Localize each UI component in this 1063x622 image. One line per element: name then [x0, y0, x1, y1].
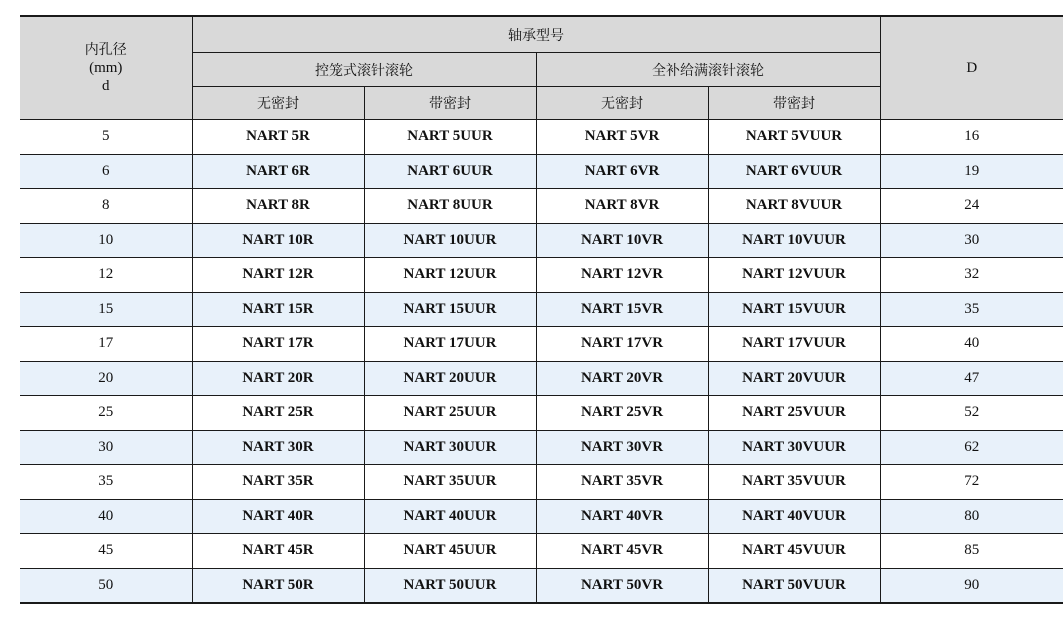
cell-full-sealed: NART 35VUUR	[708, 465, 880, 500]
cell-caged-sealed: NART 12UUR	[364, 258, 536, 293]
cell-full-sealed: NART 25VUUR	[708, 396, 880, 431]
cell-full-unsealed: NART 8VR	[536, 189, 708, 224]
cell-bore: 40	[20, 499, 192, 534]
table-row	[20, 223, 1063, 258]
cell-outer-diameter: 32	[880, 258, 1063, 293]
cell-full-unsealed: NART 10VR	[536, 223, 708, 258]
cell-bore: 12	[20, 258, 192, 293]
cell-full-sealed: NART 15VUUR	[708, 292, 880, 327]
cell-caged-sealed: NART 30UUR	[364, 430, 536, 465]
cell-caged-unsealed: NART 50R	[192, 568, 364, 603]
cell-bore: 10	[20, 223, 192, 258]
cell-bore: 25	[20, 396, 192, 431]
cell-outer-diameter: 85	[880, 534, 1063, 569]
cell-caged-sealed: NART 50UUR	[364, 568, 536, 603]
cell-outer-diameter: 47	[880, 361, 1063, 396]
cell-bore: 6	[20, 154, 192, 189]
cell-caged-sealed: NART 10UUR	[364, 223, 536, 258]
cell-full-unsealed: NART 30VR	[536, 430, 708, 465]
cell-full-unsealed: NART 15VR	[536, 292, 708, 327]
table-row	[20, 568, 1063, 603]
header-bore-label: 内孔径	[84, 42, 127, 58]
table-header	[20, 16, 1063, 120]
cell-caged-sealed: NART 25UUR	[364, 396, 536, 431]
cell-caged-sealed: NART 15UUR	[364, 292, 536, 327]
header-caged-sealed: 带密封	[364, 87, 536, 120]
cell-caged-unsealed: NART 12R	[192, 258, 364, 293]
table-row	[20, 292, 1063, 327]
cell-caged-unsealed: NART 25R	[192, 396, 364, 431]
cell-outer-diameter: 30	[880, 223, 1063, 258]
cell-caged-sealed: NART 20UUR	[364, 361, 536, 396]
cell-outer-diameter: 72	[880, 465, 1063, 500]
cell-outer-diameter: 90	[880, 568, 1063, 603]
cell-bore: 17	[20, 327, 192, 362]
cell-caged-unsealed: NART 45R	[192, 534, 364, 569]
bearing-table	[20, 15, 1063, 604]
cell-caged-unsealed: NART 10R	[192, 223, 364, 258]
cell-outer-diameter: 24	[880, 189, 1063, 224]
cell-outer-diameter: 19	[880, 154, 1063, 189]
cell-bore: 15	[20, 292, 192, 327]
cell-full-sealed: NART 8VUUR	[708, 189, 880, 224]
table-row	[20, 430, 1063, 465]
cell-full-sealed: NART 12VUUR	[708, 258, 880, 293]
table-row	[20, 327, 1063, 362]
table-row	[20, 361, 1063, 396]
cell-caged-unsealed: NART 5R	[192, 120, 364, 155]
cell-outer-diameter: 52	[880, 396, 1063, 431]
header-bore-unit: (mm)	[89, 60, 123, 76]
cell-full-sealed: NART 50VUUR	[708, 568, 880, 603]
cell-full-unsealed: NART 35VR	[536, 465, 708, 500]
header-subgroup-full-complement: 全补给满滚针滚轮	[536, 53, 880, 87]
cell-caged-unsealed: NART 20R	[192, 361, 364, 396]
header-subgroup-caged: 控笼式滚针滚轮	[192, 53, 536, 87]
cell-caged-sealed: NART 40UUR	[364, 499, 536, 534]
cell-bore: 35	[20, 465, 192, 500]
table-row	[20, 258, 1063, 293]
cell-outer-diameter: 80	[880, 499, 1063, 534]
cell-caged-sealed: NART 35UUR	[364, 465, 536, 500]
cell-full-sealed: NART 6VUUR	[708, 154, 880, 189]
cell-full-unsealed: NART 17VR	[536, 327, 708, 362]
header-full-unsealed: 无密封	[536, 87, 708, 120]
table-body	[20, 120, 1063, 604]
cell-caged-sealed: NART 5UUR	[364, 120, 536, 155]
cell-full-unsealed: NART 6VR	[536, 154, 708, 189]
cell-caged-unsealed: NART 6R	[192, 154, 364, 189]
cell-bore: 20	[20, 361, 192, 396]
cell-full-sealed: NART 20VUUR	[708, 361, 880, 396]
cell-outer-diameter: 40	[880, 327, 1063, 362]
cell-bore: 50	[20, 568, 192, 603]
cell-caged-unsealed: NART 8R	[192, 189, 364, 224]
cell-outer-diameter: 35	[880, 292, 1063, 327]
cell-caged-sealed: NART 45UUR	[364, 534, 536, 569]
header-full-sealed: 带密封	[708, 87, 880, 120]
table-row	[20, 396, 1063, 431]
table-row	[20, 534, 1063, 569]
cell-full-unsealed: NART 25VR	[536, 396, 708, 431]
cell-caged-unsealed: NART 35R	[192, 465, 364, 500]
cell-caged-unsealed: NART 30R	[192, 430, 364, 465]
cell-full-sealed: NART 10VUUR	[708, 223, 880, 258]
cell-full-sealed: NART 30VUUR	[708, 430, 880, 465]
cell-full-unsealed: NART 20VR	[536, 361, 708, 396]
cell-full-unsealed: NART 40VR	[536, 499, 708, 534]
cell-full-sealed: NART 40VUUR	[708, 499, 880, 534]
cell-caged-unsealed: NART 17R	[192, 327, 364, 362]
bearing-table-container	[20, 15, 1063, 604]
table-row	[20, 120, 1063, 155]
table-row	[20, 499, 1063, 534]
cell-full-sealed: NART 5VUUR	[708, 120, 880, 155]
cell-caged-unsealed: NART 15R	[192, 292, 364, 327]
header-caged-unsealed: 无密封	[192, 87, 364, 120]
header-group-title: 轴承型号	[192, 16, 880, 53]
cell-caged-unsealed: NART 40R	[192, 499, 364, 534]
cell-full-sealed: NART 45VUUR	[708, 534, 880, 569]
cell-caged-sealed: NART 6UUR	[364, 154, 536, 189]
cell-full-unsealed: NART 5VR	[536, 120, 708, 155]
cell-bore: 8	[20, 189, 192, 224]
table-row	[20, 189, 1063, 224]
header-bore-symbol: d	[102, 78, 110, 94]
cell-caged-sealed: NART 8UUR	[364, 189, 536, 224]
cell-full-unsealed: NART 12VR	[536, 258, 708, 293]
cell-bore: 45	[20, 534, 192, 569]
header-bore-diameter	[20, 16, 192, 120]
cell-outer-diameter: 16	[880, 120, 1063, 155]
table-row	[20, 154, 1063, 189]
cell-caged-sealed: NART 17UUR	[364, 327, 536, 362]
cell-full-unsealed: NART 50VR	[536, 568, 708, 603]
table-row	[20, 465, 1063, 500]
cell-bore: 5	[20, 120, 192, 155]
header-outer-diameter: D	[880, 16, 1063, 120]
cell-bore: 30	[20, 430, 192, 465]
cell-full-unsealed: NART 45VR	[536, 534, 708, 569]
cell-outer-diameter: 62	[880, 430, 1063, 465]
cell-full-sealed: NART 17VUUR	[708, 327, 880, 362]
